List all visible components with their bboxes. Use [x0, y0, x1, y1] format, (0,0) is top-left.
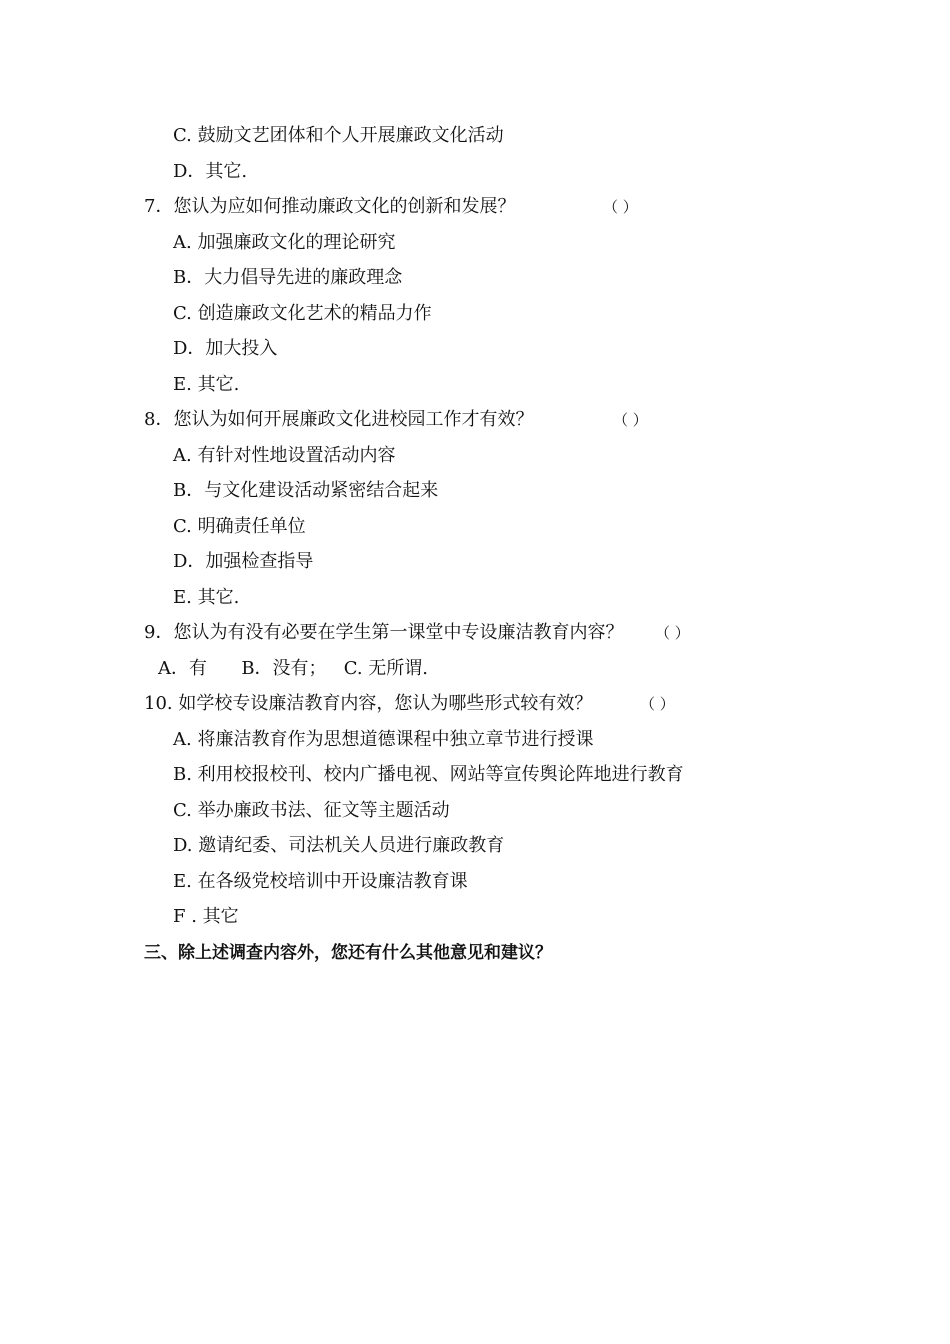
q9-question: 9．您认为有没有必要在学生第一课堂中专设廉洁教育内容？ — [144, 622, 624, 643]
q10-option-b: B. 利用校报校刊、校内广播电视、网站等宣传舆论阵地进行教育 — [173, 764, 684, 785]
q7-option-e: E. 其它. — [173, 374, 240, 395]
q7-option-b: B．大力倡导先进的廉政理念 — [173, 267, 403, 288]
q7-option-d: D．加大投入 — [173, 338, 278, 359]
q10-question: 10. 如学校专设廉洁教育内容，您认为哪些形式较有效？ — [144, 693, 593, 714]
q9-options: A．有 B．没有； C. 无所谓. — [158, 658, 429, 679]
q10-option-e: E. 在各级党校培训中开设廉洁教育课 — [173, 871, 468, 892]
q8-question: 8．您认为如何开展廉政文化进校园工作才有效？ — [144, 409, 534, 430]
q7-answer-paren: （ ） — [603, 198, 638, 216]
q10-option-c: C. 举办廉政书法、征文等主题活动 — [173, 800, 450, 821]
q7-question: 7．您认为应如何推动廉政文化的创新和发展？ — [144, 196, 516, 217]
q8-option-b: B．与文化建设活动紧密结合起来 — [173, 480, 439, 501]
q10-option-a: A. 将廉洁教育作为思想道德课程中独立章节进行授课 — [173, 729, 594, 750]
q9-answer-paren: （ ） — [655, 624, 690, 642]
q10-option-d: D. 邀请纪委、司法机关人员进行廉政教育 — [173, 835, 505, 856]
q8-option-a: A. 有针对性地设置活动内容 — [173, 445, 396, 466]
q6-option-d: D．其它. — [173, 161, 248, 182]
q8-answer-paren: （ ） — [613, 411, 648, 429]
q10-answer-paren: （ ） — [640, 695, 675, 713]
q8-option-c: C. 明确责任单位 — [173, 516, 306, 537]
q8-option-d: D．加强检查指导 — [173, 551, 314, 572]
q8-option-e: E. 其它. — [173, 587, 240, 608]
q7-option-c: C. 创造廉政文化艺术的精品力作 — [173, 303, 432, 324]
section-3-heading: 三、除上述调查内容外，您还有什么其他意见和建议？ — [144, 943, 552, 963]
q10-option-f: F . 其它 — [173, 906, 239, 927]
q6-option-c: C. 鼓励文艺团体和个人开展廉政文化活动 — [173, 125, 504, 146]
q7-option-a: A. 加强廉政文化的理论研究 — [173, 232, 396, 253]
